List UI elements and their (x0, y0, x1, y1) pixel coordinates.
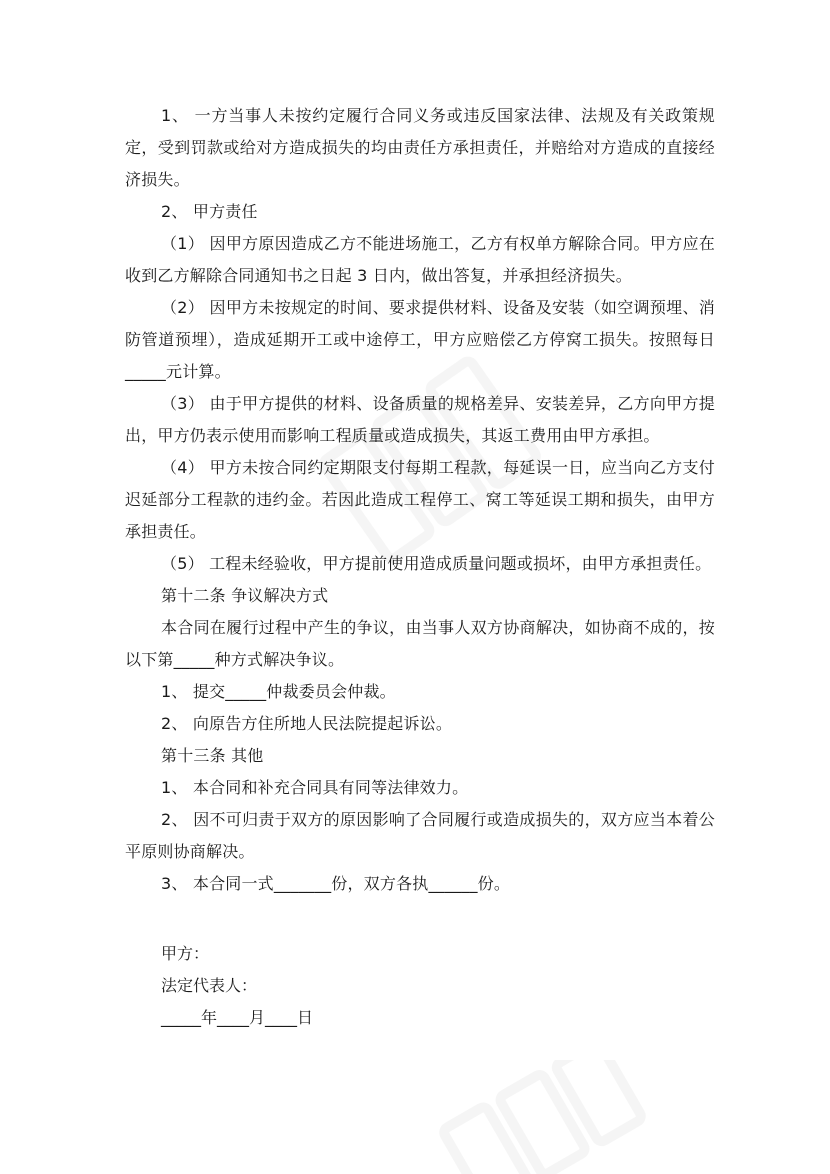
clause-paragraph: （1） 因甲方原因造成乙方不能进场施工，乙方有权单方解除合同。甲方应在收到乙方解除合同通知书之日起 3 日内，做出答复，并承担经济损失。 (125, 234, 715, 285)
watermark-stamp-icon (430, 1060, 650, 1174)
clause-paragraph: 2、 因不可归责于双方的原因影响了合同履行或造成损失的，双方应当本着公平原则协商解决。 (125, 810, 715, 861)
clause-paragraph: 2、 向原告方住所地人民法院提起诉讼。 (161, 714, 453, 733)
clause-paragraph: （4） 甲方未按合同约定期限支付每期工程款，每延误一日，应当向乙方支付迟延部分工程款的违约金。若因此造成工程停工、窝工等延误工期和损失，由甲方承担责任。 (125, 458, 715, 541)
signature-block (161, 938, 313, 1034)
signature-date-line: _____年____月____日 (161, 1008, 314, 1027)
clause-paragraph: 3、 本合同一式_______份，双方各执______份。 (161, 874, 511, 893)
clause-paragraph: （3） 由于甲方提供的材料、设备质量的规格差异、安装差异，乙方向甲方提出，甲方仍表示使用而影响工程质量或造成损失，其返工费用由甲方承担。 (125, 394, 715, 445)
clause-paragraph: 本合同在履行过程中产生的争议，由当事人双方协商解决，如协商不成的，按以下第_____种方式解决争议。 (125, 618, 715, 669)
clause-paragraph: （2） 因甲方未按规定的时间、要求提供材料、设备及安装（如空调预埋、消防管道预埋），造成延期开工或中途停工，甲方应赔偿乙方停窝工损失。按照每日_____元计算。 (125, 298, 715, 381)
article-heading: 第十二条 争议解决方式 (161, 586, 329, 605)
clause-paragraph: 1、 一方当事人未按约定履行合同义务或违反国家法律、法规及有关政策规定，受到罚款或给对方造成损失的均由责任方承担责任，并赔给对方造成的直接经济损失。 (125, 106, 715, 189)
legal-representative-label: 法定代表人： (161, 976, 258, 995)
clause-paragraph: 1、 本合同和补充合同具有同等法律效力。 (161, 778, 469, 797)
clause-paragraph: （5） 工程未经验收，甲方提前使用造成质量问题或损坏，由甲方承担责任。 (161, 554, 712, 573)
party-a-label: 甲方： (161, 944, 210, 963)
article-heading: 第十三条 其他 (161, 746, 264, 765)
section-heading: 2、 甲方责任 (161, 202, 258, 221)
contract-body (125, 100, 715, 900)
clause-paragraph: 1、 提交_____仲裁委员会仲裁。 (161, 682, 396, 701)
